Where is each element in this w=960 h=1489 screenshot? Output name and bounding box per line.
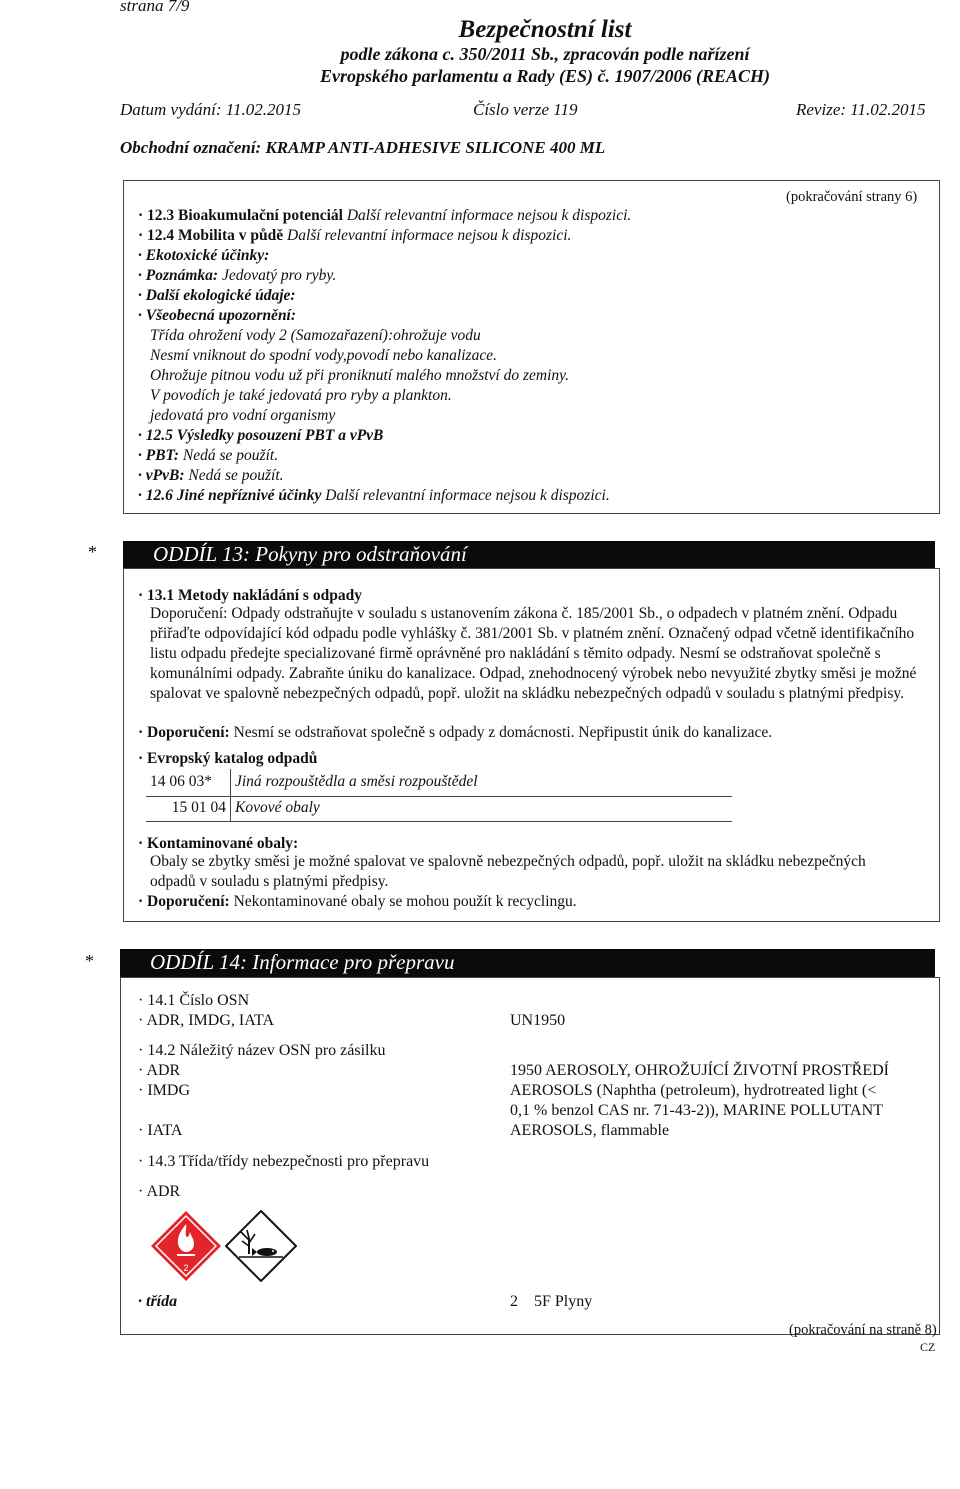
document-subtitle-2: Evropského parlamentu a Rady (ES) č. 1907/2006 (REACH) [319, 66, 771, 86]
waste-description: Kovové obaly [235, 799, 320, 816]
section-14-3: · 14.3 Třída/třídy nebezpečnosti pro přepravu [138, 1153, 430, 1170]
change-marker: * [88, 542, 97, 562]
change-marker: * [85, 951, 94, 971]
document-subtitle-1: podle zákona c. 350/2011 Sb., zpracován podle nařízení [340, 44, 750, 64]
section-13-title: ODDÍL 13: Pokyny pro odstraňování [123, 541, 935, 569]
flammable-gas-pictogram [150, 1210, 222, 1282]
imdg-shipping-name-1: AEROSOLS (Naphtha (petroleum), hydrotreated light (< [510, 1082, 877, 1099]
continued-from: (pokračování strany 6) [786, 189, 918, 205]
waste-description: Jiná rozpouštědla a směsi rozpouštědel [235, 773, 478, 790]
adr-class-label: · ADR [138, 1183, 181, 1200]
table-row [146, 769, 735, 795]
note-text-4: jedovatá pro vodní organismy [150, 407, 336, 424]
section-12-6: · 12.6 Jiné nepříznivé účinky Další relevantní informace nejsou k dispozici. [138, 487, 610, 504]
table-divider [146, 796, 732, 797]
water-hazard-class: Třída ohrožení vody 2 (Samozařazení):ohrožuje vodu [150, 327, 481, 344]
imdg-shipping-name-2: 0,1 % benzol CAS nr. 71-43-2)), MARINE POLLUTANT [510, 1102, 883, 1119]
language-code: CZ [920, 1340, 936, 1354]
section-14-1: · 14.1 Číslo OSN [138, 992, 250, 1009]
disposal-recommendation: Doporučení: Odpady odstraňujte v souladu s ustanovením zákona č. 185/2001 Sb., o odpadech v platném znění. Odpadu přiřaďte odpovídající kód odpadu podle vyhlášky č. 381/2001 Sb. v platném znění. Označený odpad včetně identifikačního listu odpadu předejte specializované firmě oprávněné pro nakládání s těmito odpady. Nesmí se odstraňovat společně s komunálními odpady. Zabraňte úniku do kanalizace. Odpad, znehodnocený výrobek nebo nevyužité zbytky směsi je možné spalovat ve spalovně nebezpečných odpadů, popř. uložit na skládku nebezpečných odpadů v souladu s platnými předpisy. [150, 605, 917, 702]
general-notes-heading: · Všeobecná upozornění: [138, 307, 297, 324]
document-title: Bezpečnostní list [458, 16, 632, 43]
flame-icon [150, 1210, 222, 1282]
page-number: strana 7/9 [120, 0, 190, 15]
environment-hazard-pictogram [225, 1210, 297, 1282]
section-14-title: ODDÍL 14: Informace pro přepravu [120, 949, 935, 978]
waste-catalog-table [146, 769, 735, 821]
note-text-3: V povodích je také jedovatá pro ryby a plankton. [150, 387, 452, 404]
note-text-2: Ohrožuje pitnou vodu už při proniknutí malého množství do zeminy. [150, 367, 570, 384]
recommendation-2: · Doporučení: Nekontaminované obaly se mohou použít k recyclingu. [138, 893, 577, 910]
table-bottom [146, 821, 732, 822]
section-12-3: · 12.3 Bioakumulační potenciál Další relevantní informace nejsou k dispozici. [138, 207, 632, 224]
continued-to: (pokračování na straně 8) [789, 1322, 937, 1338]
waste-code: 15 01 04 [146, 795, 231, 821]
section-14-2: · 14.2 Náležitý název OSN pro zásilku [138, 1042, 386, 1059]
hazard-class-number: 2 [183, 1263, 189, 1273]
vpvb-line: · vPvB: Nedá se použít. [138, 467, 284, 484]
contaminated-packaging-text: Obaly se zbytky směsi je možné spalovat ve spalovně nebezpečných odpadů, popř. uložit na skládku nebezpečných odpadů v souladu s platnými předpisy. [150, 853, 866, 890]
imdg-label: · IMDG [138, 1082, 190, 1099]
section-12-5: · 12.5 Výsledky posouzení PBT a vPvB [138, 427, 384, 444]
note-line: · Poznámka: Jedovatý pro ryby. [138, 267, 337, 284]
ecotox-heading: · Ekotoxické účinky: [138, 247, 270, 264]
transport-modes: · ADR, IMDG, IATA [138, 1012, 275, 1029]
iata-label: · IATA [138, 1122, 183, 1139]
pbt-line: · PBT: Nedá se použít. [138, 447, 279, 464]
waste-code: 14 06 03* [146, 769, 231, 795]
section-13-1: · 13.1 Metody nakládání s odpady [138, 587, 362, 604]
eco-data-heading: · Další ekologické údaje: [138, 287, 296, 304]
section-12-4: · 12.4 Mobilita v půdě Další relevantní informace nejsou k dispozici. [138, 227, 572, 244]
issue-date: Datum vydání: 11.02.2015 [120, 100, 301, 119]
table-row [146, 795, 735, 821]
trade-name: Obchodní označení: KRAMP ANTI-ADHESIVE SILICONE 400 ML [120, 138, 606, 157]
iata-shipping-name: AEROSOLS, flammable [510, 1122, 670, 1139]
adr-label: · ADR [138, 1062, 181, 1079]
class-value: 2 5F Plyny [510, 1293, 593, 1310]
class-label: · třída [138, 1293, 178, 1310]
adr-shipping-name: 1950 AEROSOLY, OHROŽUJÍCÍ ŽIVOTNÍ PROSTŘEDÍ [510, 1062, 889, 1079]
un-number: UN1950 [510, 1012, 566, 1029]
note-text-1: Nesmí vniknout do spodní vody,povodí nebo kanalizace. [150, 347, 497, 364]
waste-catalog-heading: · Evropský katalog odpadů [138, 750, 318, 767]
dead-fish-tree-icon [225, 1210, 297, 1282]
version-number: Číslo verze 119 [473, 100, 578, 119]
contaminated-packaging-heading: · Kontaminované obaly: [138, 835, 299, 852]
recommendation-1: · Doporučení: Nesmí se odstraňovat společně s odpady z domácnosti. Nepřipustit únik do kanalizace. [138, 724, 773, 741]
revision-date: Revize: 11.02.2015 [796, 100, 926, 119]
